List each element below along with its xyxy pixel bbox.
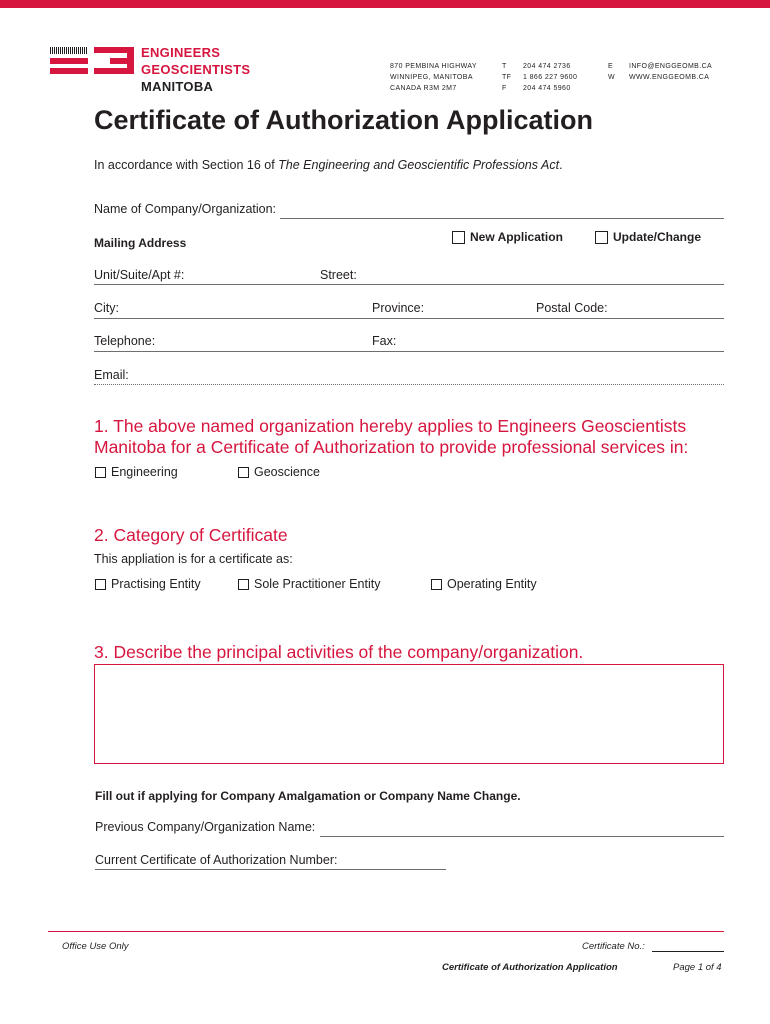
section2-subtext: This appliation is for a certificate as: [94, 552, 293, 566]
tollfree-label: TF [502, 74, 512, 81]
operating-entity-label: Operating Entity [447, 577, 537, 591]
phone-label: T [502, 63, 507, 70]
page-number: Page 1 of 4 [673, 962, 722, 973]
telephone-label: Telephone: [94, 334, 156, 348]
geoscience-label: Geoscience [254, 465, 321, 479]
act-name: The Engineering and Geoscientific Professions Act [278, 158, 560, 172]
address-block [390, 61, 477, 94]
web-label-header: W [608, 74, 616, 81]
checkbox-icon[interactable] [595, 231, 608, 244]
previous-name-field[interactable] [320, 836, 724, 837]
sole-practitioner-label: Sole Practitioner Entity [254, 577, 381, 591]
unit-street-field[interactable] [94, 284, 724, 285]
logo-stripe-2 [50, 68, 88, 74]
footer-doc-title: Certificate of Authorization Application [442, 962, 618, 973]
footer-divider [48, 931, 724, 932]
tollfree-value: 1 866 227 9600 [523, 74, 578, 81]
current-certificate-label: Current Certificate of Authorization Number: [95, 853, 338, 867]
mailing-address-heading: Mailing Address [94, 236, 187, 250]
office-use-label: Office Use Only [62, 941, 129, 952]
logo-hatch [50, 47, 88, 54]
operating-entity-checkbox[interactable] [431, 577, 537, 591]
postal-code-label: Postal Code: [536, 301, 608, 315]
checkbox-icon[interactable] [95, 467, 106, 478]
web-labels [608, 61, 615, 83]
web-values [629, 61, 712, 83]
amalgamation-heading: Fill out if applying for Company Amalgamation or Company Name Change. [95, 789, 521, 803]
email-label: Email: [94, 368, 129, 382]
intro-suffix: . [559, 158, 563, 172]
web-value-header: WWW.ENGGEOMB.CA [629, 74, 710, 81]
principal-activities-textarea[interactable] [94, 664, 724, 764]
engineering-checkbox[interactable] [95, 465, 178, 479]
city-province-postal-field[interactable] [94, 318, 724, 319]
certificate-no-field[interactable] [652, 951, 724, 952]
org-name-line2: GEOSCIENTISTS [141, 62, 251, 77]
street-label: Street: [320, 268, 357, 282]
checkbox-icon[interactable] [452, 231, 465, 244]
contact-labels [502, 61, 511, 94]
section1-heading [94, 416, 688, 458]
checkbox-icon[interactable] [238, 467, 249, 478]
company-name-label: Name of Company/Organization: [94, 202, 277, 216]
checkbox-icon[interactable] [238, 579, 249, 590]
email-label-header: E [608, 63, 614, 70]
unit-label: Unit/Suite/Apt #: [94, 268, 185, 282]
telephone-fax-field[interactable] [94, 351, 724, 352]
checkbox-icon[interactable] [431, 579, 442, 590]
intro-prefix: In accordance with Section 16 of [94, 158, 279, 172]
update-change-label: Update/Change [613, 230, 702, 244]
section3-heading: 3. Describe the principal activities of the company/organization. [94, 642, 584, 662]
city-label: City: [94, 301, 119, 315]
address-line: 870 PEMBINA HIGHWAY [390, 63, 477, 70]
page-title: Certificate of Authorization Application [94, 105, 593, 135]
org-name-line1: ENGINEERS [141, 45, 221, 60]
fax-label: Fax: [372, 334, 397, 348]
phone-value: 204 474 2736 [523, 63, 571, 70]
address-line: WINNIPEG, MANITOBA [390, 74, 473, 81]
email-value-header: INFO@ENGGEOMB.CA [629, 63, 713, 70]
fax-value: 204 474 5960 [523, 85, 571, 92]
fax-label: F [502, 85, 507, 92]
checkbox-icon[interactable] [95, 579, 106, 590]
update-change-checkbox[interactable] [595, 230, 701, 244]
address-line: CANADA R3M 2M7 [390, 85, 457, 92]
practising-entity-checkbox[interactable] [95, 577, 201, 591]
logo-g-mid [110, 58, 134, 64]
new-application-label: New Application [470, 230, 563, 244]
geoscience-checkbox[interactable] [238, 465, 320, 479]
sole-practitioner-checkbox[interactable] [238, 577, 380, 591]
section1-heading-line2: Manitoba for a Certificate of Authorization to provide professional services in: [94, 437, 689, 457]
section2-heading: 2. Category of Certificate [94, 525, 288, 545]
engineering-label: Engineering [111, 465, 178, 479]
province-label: Province: [372, 301, 425, 315]
logo-g-bottom [94, 68, 134, 74]
logo-stripe-1 [50, 58, 88, 64]
intro-text [94, 158, 563, 172]
new-application-checkbox[interactable] [452, 230, 563, 244]
practising-entity-label: Practising Entity [111, 577, 201, 591]
certificate-no-label: Certificate No.: [582, 941, 645, 952]
org-name-line3: MANITOBA [141, 79, 214, 94]
previous-name-label: Previous Company/Organization Name: [95, 820, 316, 834]
current-certificate-field[interactable] [95, 869, 446, 870]
top-brand-bar [0, 0, 770, 8]
company-name-field[interactable] [280, 218, 724, 219]
email-field[interactable] [94, 384, 724, 385]
contact-values [523, 61, 577, 94]
section1-heading-line1: 1. The above named organization hereby applies to Engineers Geoscientists [94, 416, 687, 436]
